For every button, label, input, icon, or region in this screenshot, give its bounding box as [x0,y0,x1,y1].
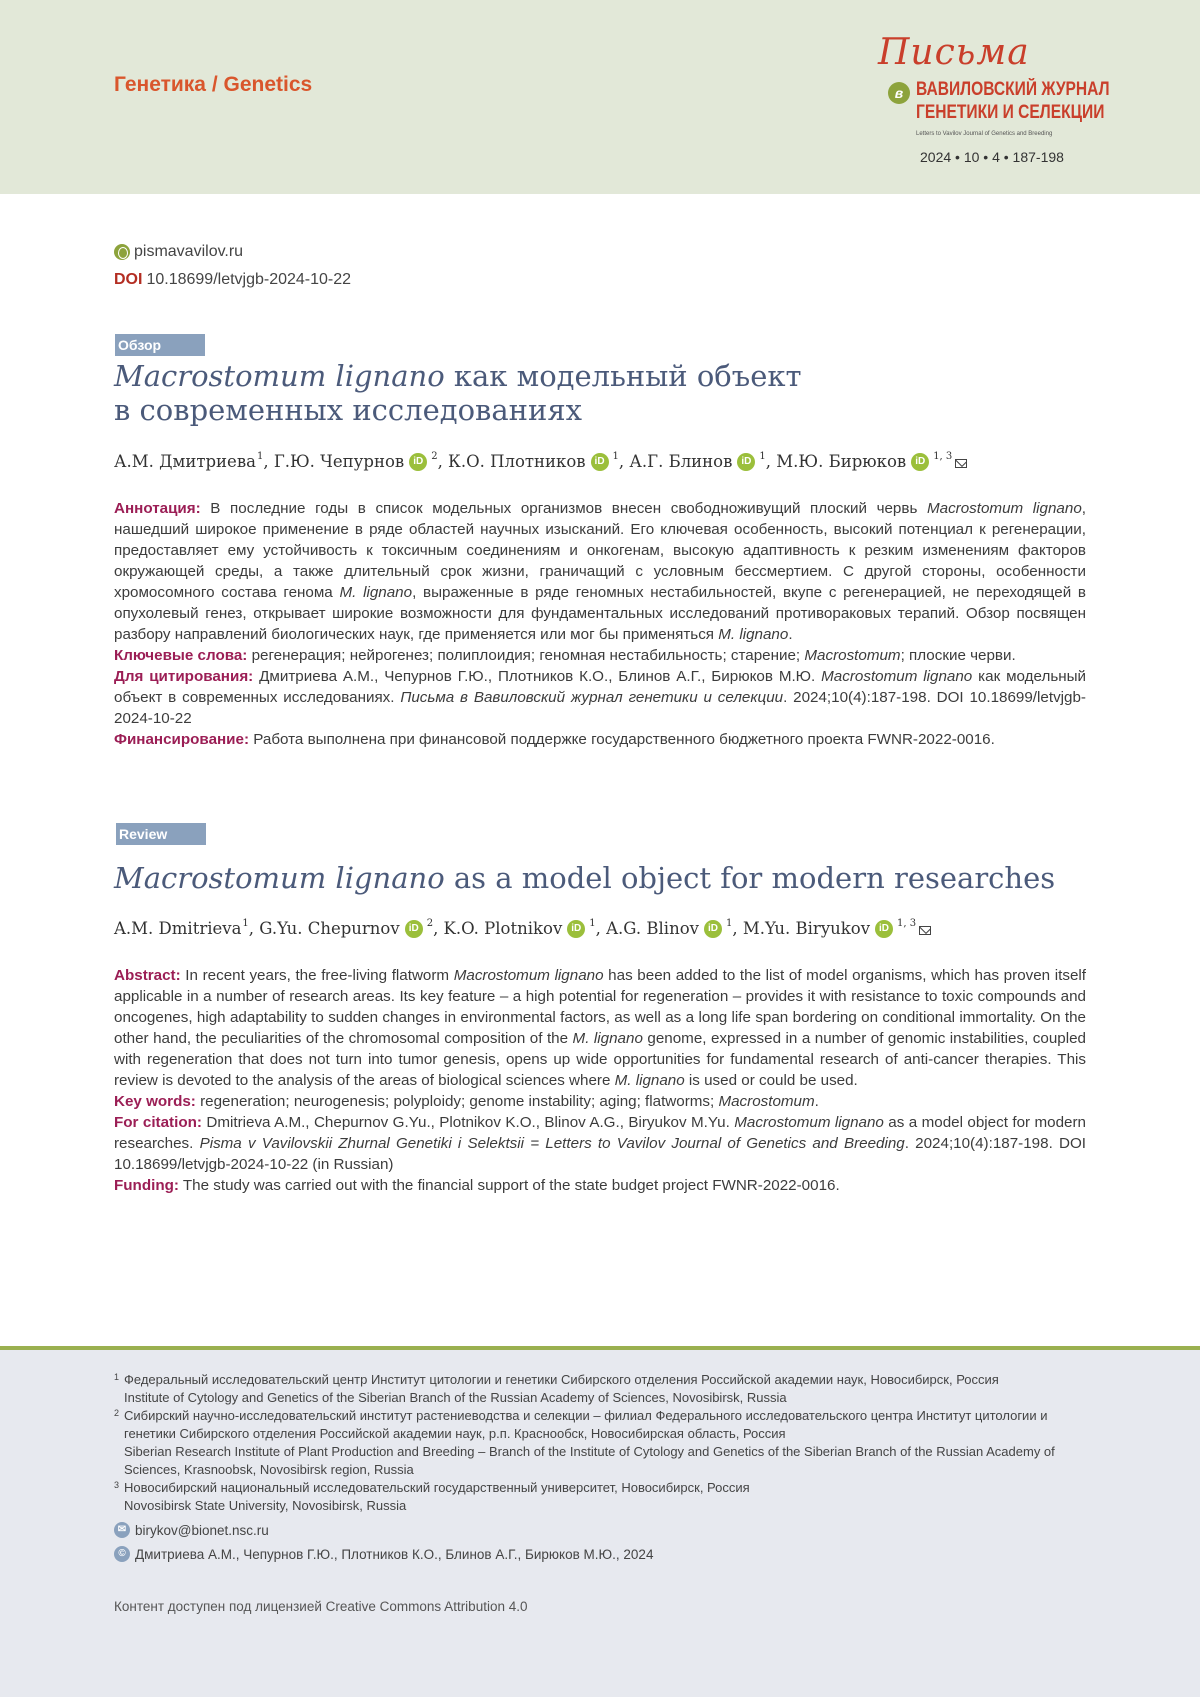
funding-ru: Финансирование: Работа выполнена при финансовой поддержке государственного бюджетного проекта FWNR-2022-0016. [114,731,995,748]
keywords-ru: Ключевые слова: регенерация; нейрогенез; полиплоидия; геномная нестабильность; старение; Macrostomum; плоские черви. [114,647,1016,664]
abstract-block-en [114,965,1086,1196]
author-affiliation-ref: 1 [759,451,766,462]
funding-label: Funding: [114,1177,179,1194]
author-affiliation-ref: 1 [725,918,733,929]
globe-icon [114,244,130,260]
corresponding-author-envelope-icon [919,926,931,935]
author-affiliation-ref: 1 [589,918,596,929]
copyright-line [114,1546,653,1562]
abstract-ru: Аннотация: В последние годы в список модельных организмов внесен свободноживущий плоский червь Macrostomum lignano, нашедший широкое применение в ряде областей научных изысканий. Его ключевая особенность, высокий потенциал к регенерации, предоставляет ему устойчивость к токсичным соединениям и онкогенам, высокую адаптивность к резким изменениям факторов окружающей среды, а также длительный срок жизни, граничащий с условным бессмертием. С другой стороны, особенности хромосомного состава генома M. lignano, выраженные в ряде геномных нестабильностей, вкупе с регенерацией, не переходящей в опухолевый генез, открывает широкие возможности для фундаментальных исследований противораковых терапий. Обзор посвящен разбору направлений биологических наук, где применяется или мог бы применяться M. lignano. [114,500,1086,643]
orcid-icon[interactable]: iD [875,920,893,938]
logo-line-2: ГЕНЕТИКИ И СЕЛЕКЦИИ [916,102,1105,123]
article-type-tag-en: Review [116,823,206,845]
author-list-ru [114,452,967,471]
orcid-icon[interactable]: iD [591,453,609,471]
citation-label: Для цитирования: [114,668,254,685]
orcid-icon[interactable]: iD [405,920,423,938]
logo-line-1: ВАВИЛОВСКИЙ ЖУРНАЛ [916,79,1110,100]
envelope-icon: ✉ [114,1522,130,1538]
logo-script-text: Письма [878,32,1030,73]
orcid-icon[interactable]: iD [737,453,755,471]
site-url[interactable]: pismavavilov.ru [134,243,244,260]
issue-info: 2024 • 10 • 4 • 187-198 [920,149,1064,165]
affiliations-footer [0,1346,1200,1697]
abstract-en: Abstract: In recent years, the free-living flatworm Macrostomum lignano has been added to the list of model organisms, which has proven itself applicable in a number of research areas. Its key feature – a high potential for regeneration – provides it with resistance to toxic compounds and oncogenes, high adaptability to sudden changes in environmental factors, as well as a long life span bordering on conditional immortality. On the other hand, the peculiarities of the chromosomal composition of the M. lignano genome, expressed in a number of genomic instabilities, coupled with regeneration that does not turn into tumor genesis, opens up wide opportunities for fundamental research of anti-cancer therapies. This review is devoted to the analysis of the areas of biological sciences where M. lignano is used or could be used. [114,967,1086,1089]
affiliation-2: 2 Сибирский научно-исследовательский институт растениеводства и селекции – филиал Федерального исследовательского центра Институт цитологии и генетики Сибирского отделения Российской академии наук, р.п. Краснообск, Новосибирская область, Россия Siberian Research Institute of Plant Production and Breeding – Branch of the Institute of Cytology and Genetics of the Siberian Branch of the Russian Academy of Sciences, Krasnoobsk, Novosibirsk region, Russia [114,1408,1055,1477]
keywords-label: Key words: [114,1093,196,1110]
copyright-icon: © [114,1546,130,1562]
copyright-text: Дмитриева А.М., Чепурнов Г.Ю., Плотников К.О., Блинов А.Г., Бирюков М.Ю., 2024 [135,1546,654,1562]
author-name: , Г.Ю. Чепурнов [263,452,405,471]
author-affiliation-ref: 2 [426,918,434,929]
author-name: , К.О. Плотников [437,452,586,471]
email-contact[interactable] [114,1522,269,1538]
section-label: Генетика / Genetics [114,73,313,96]
affiliation-1: 1 Федеральный исследовательский центр Институт цитологии и генетики Сибирского отделения Российской академии наук, Новосибирск, Россия Institute of Cytology and Genetics of the Siberian Branch of the Russian Academy of Sciences, Novosibirsk, Russia [114,1372,999,1405]
logo-subtitle: Letters to Vavilov Journal of Genetics and Breeding [916,131,1053,137]
orcid-icon[interactable]: iD [911,453,929,471]
citation-ru: Для цитирования: Дмитриева А.М., Чепурнов Г.Ю., Плотников К.О., Блинов А.Г., Бирюков М.Ю. Macrostomum lignano как модельный объект в современных исследованиях. Письма в Вавиловский журнал генетики и селекции. 2024;10(4):187-198. DOI 10.18699/letvjgb-2024-10-22 [114,668,1087,727]
orcid-icon[interactable]: iD [567,920,585,938]
title-line-2: в современных исследованиях [114,393,582,427]
author-affiliation-ref: 2 [431,451,438,462]
author-name: , М.Ю. Бирюков [765,452,907,471]
license-text: Контент доступен под лицензией Creative Commons Attribution 4.0 [114,1599,528,1614]
corresponding-author-envelope-icon [955,459,967,468]
title-species: Macrostomum lignano [114,359,445,393]
author-name: A.M. Dmitrieva [114,919,242,938]
author-list-en [114,919,931,938]
author-name: , А.Г. Блинов [618,452,733,471]
funding-label: Финансирование: [114,731,250,748]
abstract-label: Аннотация: [114,500,201,517]
doi-line [114,271,351,289]
email-link[interactable]: birykov@bionet.nsc.ru [135,1522,269,1538]
title-part: как модельный объект [444,359,802,393]
article-title-ru [114,359,802,427]
author-affiliation-ref: 1, 3 [897,918,917,929]
keywords-label: Ключевые слова: [114,647,248,664]
abstract-label: Abstract: [114,967,181,984]
author-affiliation-ref: 1 [242,918,249,929]
citation-label: For citation: [114,1114,202,1131]
journal-header [0,0,1200,194]
journal-site-link[interactable] [114,243,243,261]
affiliation-list [114,1371,1094,1515]
doi-label: DOI [114,271,143,288]
author-name: , G.Yu. Chepurnov [248,919,400,938]
journal-logo [876,32,1110,144]
author-name: , K.O. Plotnikov [433,919,563,938]
author-name: , M.Yu. Biryukov [732,919,871,938]
author-name: , A.G. Blinov [595,919,699,938]
title-species: Macrostomum lignano [114,861,445,895]
doi-value[interactable]: 10.18699/letvjgb-2024-10-22 [146,271,352,288]
orcid-icon[interactable]: iD [704,920,722,938]
author-affiliation-ref: 1 [256,451,264,462]
title-part: as a model object for modern researches [444,861,1056,895]
author-name: А.М. Дмитриева [114,452,256,471]
keywords-en: Key words: regeneration; neurogenesis; polyploidy; genome instability; aging; flatworms; Macrostomum. [114,1093,819,1110]
affiliation-3: 3 Новосибирский национальный исследовательский государственный университет, Новосибирск, Россия Novosibirsk State University, Novosibirsk, Russia [114,1480,750,1513]
author-affiliation-ref: 1, 3 [933,451,953,462]
abstract-block-ru [114,498,1086,750]
article-type-tag-ru: Обзор [115,334,205,356]
funding-en: Funding: The study was carried out with the financial support of the state budget project FWNR-2022-0016. [114,1177,840,1194]
author-affiliation-ref: 1 [612,451,619,462]
citation-en: For citation: Dmitrieva A.M., Chepurnov G.Yu., Plotnikov K.O., Blinov A.G., Biryukov M.Yu. Macrostomum lignano as a model object for modern researches. Pisma v Vavilovskii Zhurnal Genetiki i Selektsii = Letters to Vavilov Journal of Genetics and Breeding. 2024;10(4):187-198. DOI 10.18699/letvjgb-2024-10-22 (in Russian) [114,1114,1087,1173]
article-title-en [114,861,1055,895]
orcid-icon[interactable]: iD [409,453,427,471]
logo-badge: в [888,82,910,104]
